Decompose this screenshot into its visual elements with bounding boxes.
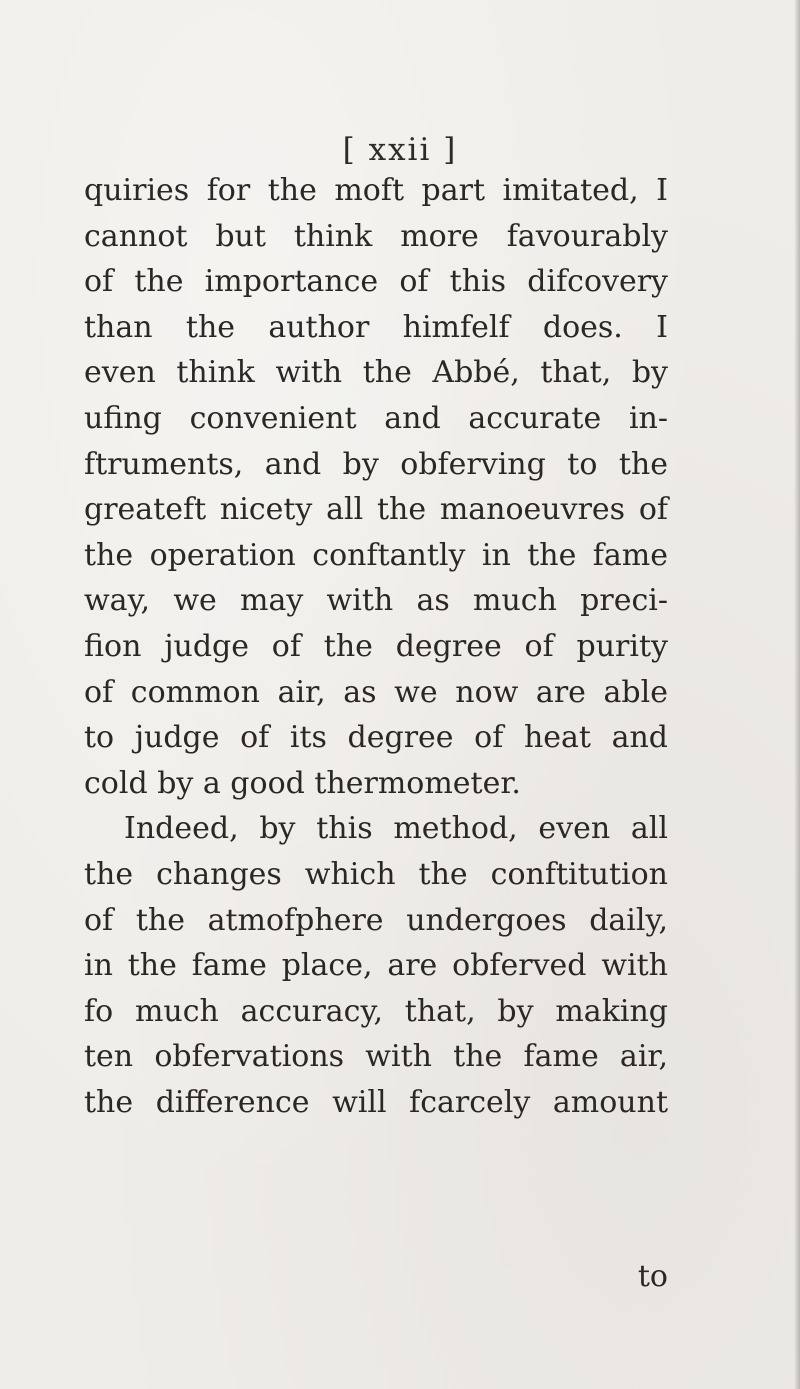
page-header: [ xxii ] [342, 132, 458, 168]
body-text [84, 168, 668, 1125]
text-line: the difference will fcarcely amount [84, 1084, 668, 1120]
text-line: greateft nicety all the manoeuvres of [84, 492, 668, 528]
text-line-paragraph-start: Indeed, by this method, even all [124, 811, 668, 847]
text-line: of the importance of this difcovery [84, 264, 668, 300]
text-line: than the author himfelf does. I [84, 309, 668, 345]
text-line: cannot but think more favourably [84, 218, 668, 254]
text-line: ufing convenient and accurate in- [84, 400, 668, 436]
text-line: fion judge of the degree of purity [84, 628, 668, 664]
text-line: the changes which the conftitution [84, 856, 668, 892]
catchword: to [637, 1259, 668, 1294]
text-line: of common air, as we now are able [84, 674, 668, 710]
text-line: ten obfervations with the fame air, [84, 1039, 668, 1075]
page-edge-shadow [794, 0, 800, 1389]
text-line: quiries for the moft part imitated, I [84, 173, 668, 208]
text-line: cold by a good thermometer. [84, 765, 521, 801]
text-line: ftruments, and by obferving to the [84, 446, 668, 482]
text-line: to judge of its degree of heat and [84, 720, 668, 756]
text-line: in the fame place, are obferved with [84, 948, 668, 984]
text-line: of the atmofphere undergoes daily, [84, 902, 668, 938]
text-line: the operation conftantly in the fame [84, 537, 668, 573]
text-line: fo much accuracy, that, by making [84, 993, 668, 1029]
text-line: way, we may with as much preci- [84, 583, 668, 619]
text-line: even think with the Abbé, that, by [84, 355, 668, 391]
